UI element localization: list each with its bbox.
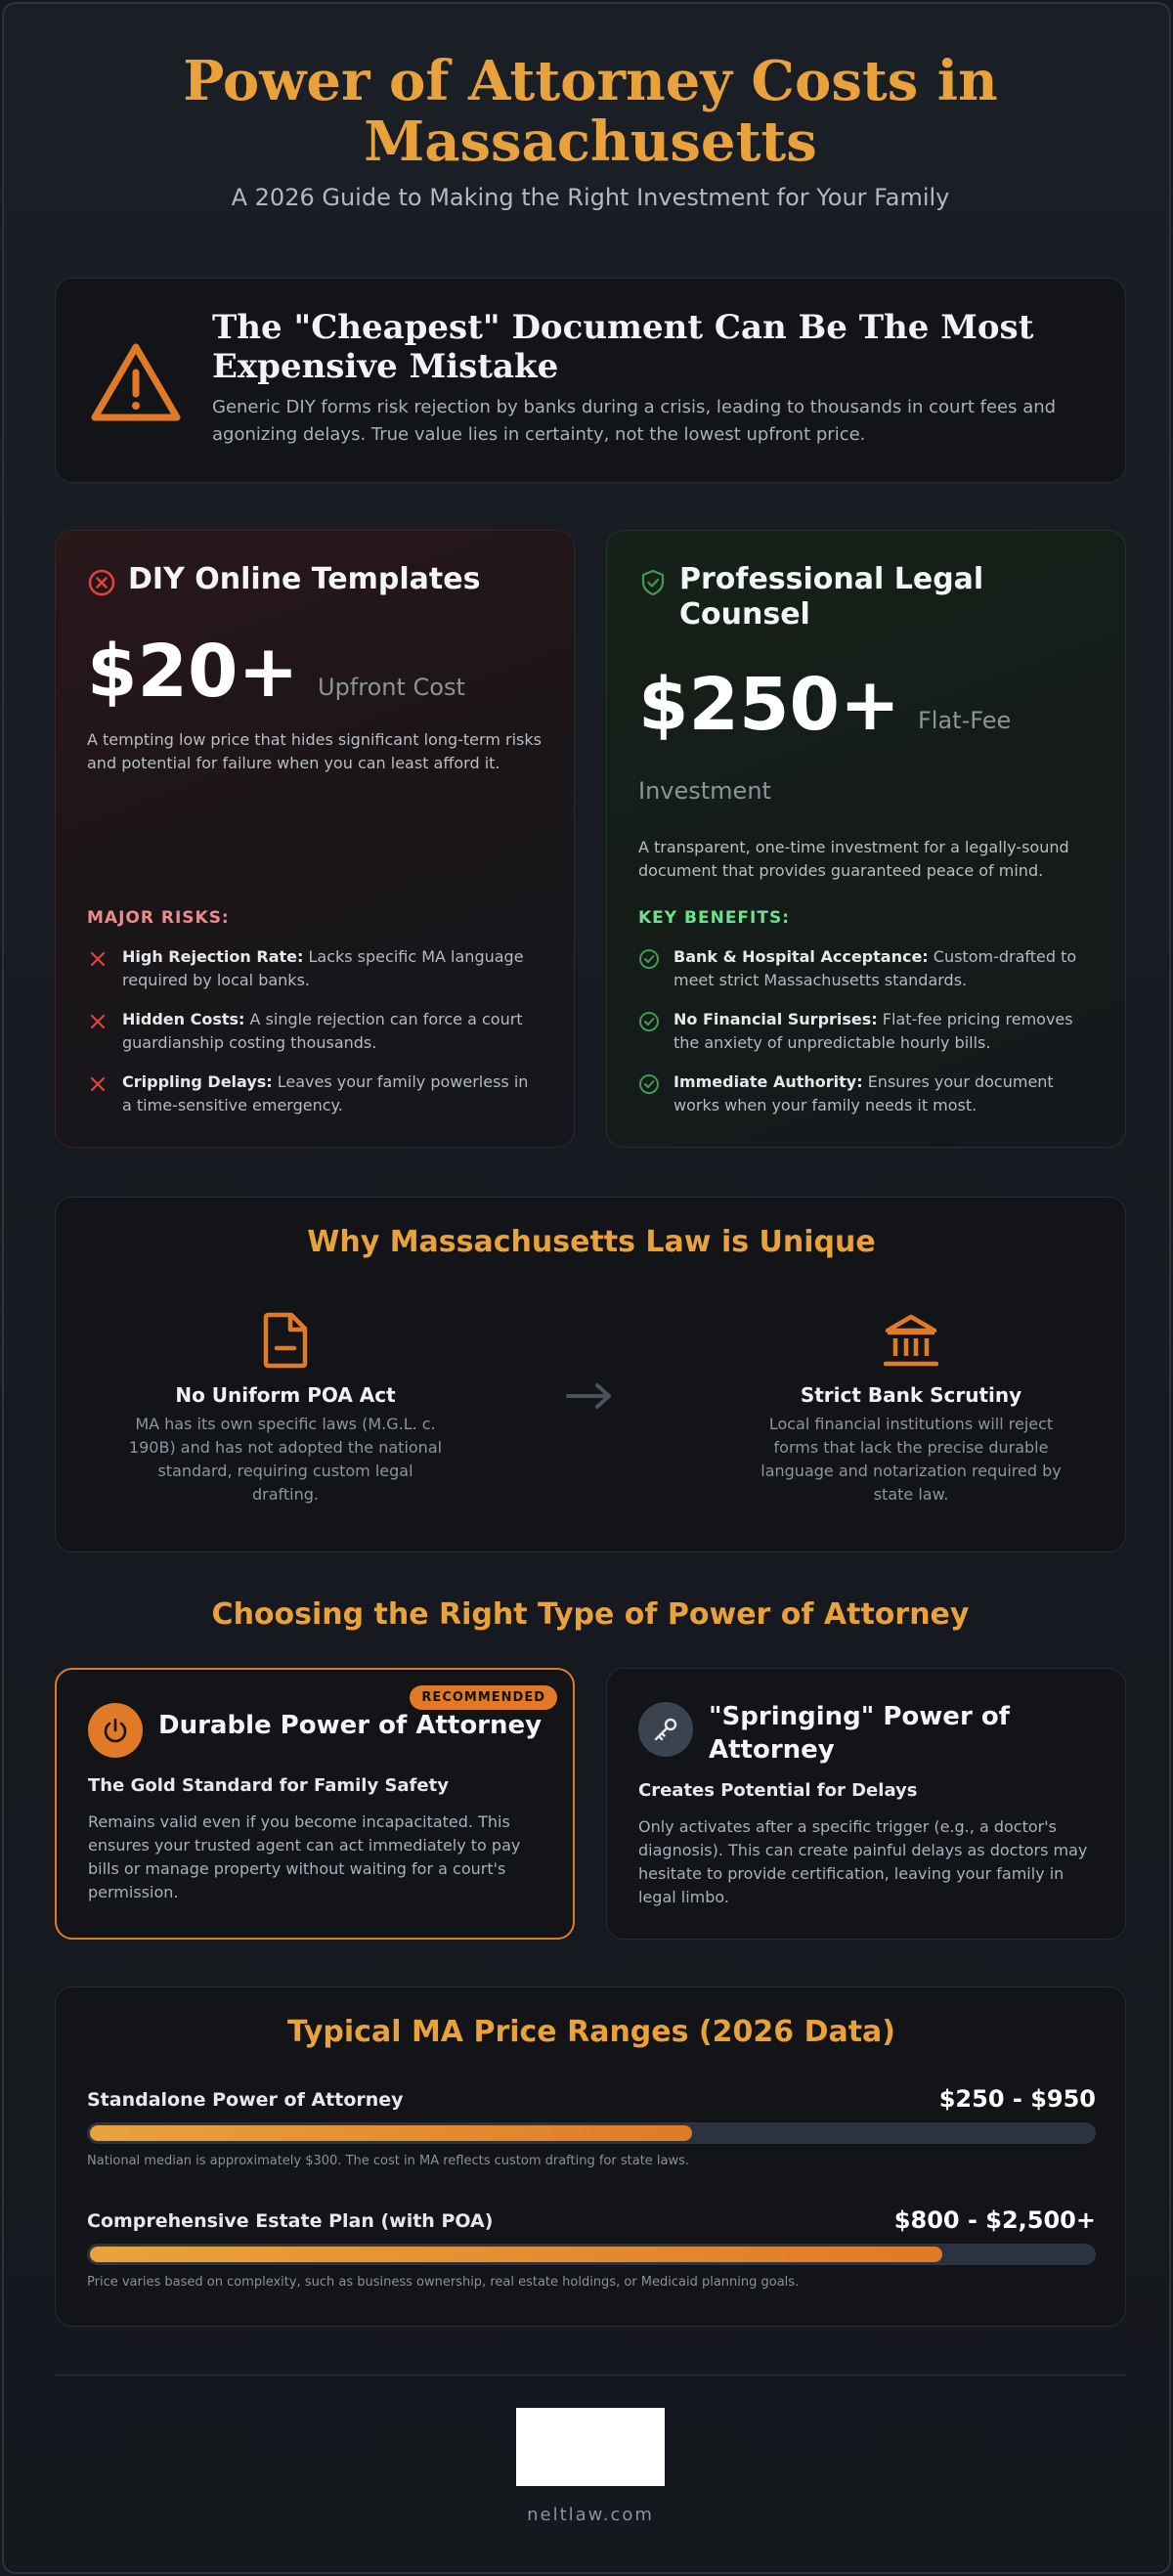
key-icon xyxy=(652,1716,679,1743)
pro-price: $250+ xyxy=(638,663,900,747)
risk-bold: Crippling Delays: xyxy=(122,1072,273,1091)
diy-section-label: MAJOR RISKS: xyxy=(87,908,230,928)
bank-icon xyxy=(882,1311,940,1370)
key-icon-wrap xyxy=(638,1702,693,1757)
diy-risk-list xyxy=(87,945,546,1133)
power-icon xyxy=(102,1717,129,1744)
warning-title: The "Cheapest" Document Can Be The Most Expensive Mistake xyxy=(212,308,1034,386)
durable-poa-card xyxy=(55,1668,575,1940)
benefit-bold: Bank & Hospital Acceptance: xyxy=(673,947,929,966)
range-label: Comprehensive Estate Plan (with POA) xyxy=(87,2210,494,2232)
why-right-heading: Strict Bank Scrutiny xyxy=(800,1383,1022,1407)
benefit-bold: Immediate Authority: xyxy=(673,1072,863,1091)
diy-description: A tempting low price that hides significant long-term risks and potential for failure when you can least afford it. xyxy=(87,730,542,772)
list-item xyxy=(87,1070,546,1133)
why-right-body: Local financial institutions will reject forms that lack the precise durable language and notarization required by state law. xyxy=(760,1415,1062,1504)
benefit-bold: No Financial Surprises: xyxy=(673,1010,878,1028)
durable-body: Remains valid even if you become incapacitated. This ensures your trusted agent can act immediately to pay bills or manage property without waiting for a court's permission. xyxy=(88,1812,521,1901)
range-note: National median is approximately $300. The cost in MA reflects custom drafting for state laws. xyxy=(87,2154,690,2168)
diy-title: DIY Online Templates xyxy=(128,562,481,596)
diy-price: $20+ xyxy=(87,630,299,714)
x-icon xyxy=(87,1011,109,1032)
warning-body: Generic DIY forms risk rejection by banks during a crisis, leading to thousands in court fees and agonizing delays. True value lies in certainty, not the lowest upfront price. xyxy=(212,397,1057,445)
springing-title: "Springing" Power of Attorney xyxy=(709,1702,1010,1765)
check-circle-icon xyxy=(638,948,660,970)
range-track xyxy=(87,2244,1096,2265)
why-title: Why Massachusetts Law is Unique xyxy=(307,1225,876,1259)
choose-title: Choosing the Right Type of Power of Attorney xyxy=(211,1597,970,1632)
why-right xyxy=(750,1311,1072,1506)
springing-subtitle: Creates Potential for Delays xyxy=(638,1780,918,1801)
ranges-title: Typical MA Price Ranges (2026 Data) xyxy=(286,2015,896,2049)
risk-text: A single rejection can force a court guardianship costing thousands. xyxy=(122,1010,523,1052)
list-item xyxy=(638,945,1098,1008)
pro-price-note: Flat-Fee xyxy=(918,707,1012,734)
pro-title: Professional Legal Counsel xyxy=(679,562,984,632)
pro-card xyxy=(606,530,1126,1148)
risk-bold: Hidden Costs: xyxy=(122,1010,245,1028)
list-item xyxy=(87,945,546,1008)
range-note: Price varies based on complexity, such as business ownership, real estate holdings, or Medicaid planning goals. xyxy=(87,2275,800,2290)
arrow-right-icon xyxy=(564,1381,619,1411)
range-value: $800 - $2,500+ xyxy=(893,2206,1096,2234)
list-item xyxy=(87,1008,546,1070)
recommended-badge: RECOMMENDED xyxy=(410,1685,557,1710)
document-icon xyxy=(258,1311,313,1370)
why-ma-card xyxy=(55,1197,1126,1552)
risk-bold: High Rejection Rate: xyxy=(122,947,304,966)
pro-section-label: KEY BENEFITS: xyxy=(638,908,791,928)
check-circle-icon xyxy=(638,1011,660,1032)
pro-price-note-2: Investment xyxy=(638,777,771,805)
springing-poa-card xyxy=(606,1668,1126,1940)
why-left xyxy=(124,1311,447,1506)
range-value: $250 - $950 xyxy=(938,2085,1096,2113)
diy-card xyxy=(55,530,575,1148)
pro-benefit-list xyxy=(638,945,1098,1133)
range-fill xyxy=(90,2125,692,2141)
price-ranges-card xyxy=(55,1987,1126,2327)
why-left-heading: No Uniform POA Act xyxy=(175,1383,396,1407)
site-link[interactable]: neltlaw.com xyxy=(527,2505,654,2525)
diy-price-note: Upfront Cost xyxy=(318,674,465,701)
warning-triangle-icon xyxy=(89,339,183,425)
page-title: Power of Attorney Costs in Massachusetts xyxy=(183,49,998,174)
x-circle-icon xyxy=(87,568,116,597)
shield-check-icon xyxy=(638,568,668,597)
pro-description: A transparent, one-time investment for a legally-sound document that provides guaranteed peace of mind. xyxy=(638,838,1069,880)
list-item xyxy=(638,1008,1098,1070)
durable-title: Durable Power of Attorney xyxy=(158,1711,543,1740)
warning-card xyxy=(55,278,1126,483)
logo xyxy=(516,2408,665,2486)
page-subtitle: A 2026 Guide to Making the Right Investment for Your Family xyxy=(231,184,950,211)
page-frame xyxy=(2,2,1171,2574)
footer-divider xyxy=(55,2375,1126,2376)
power-icon-wrap xyxy=(88,1703,143,1758)
benefit-text: Flat-fee pricing removes the anxiety of unpredictable hourly bills. xyxy=(673,1010,1073,1052)
benefit-text: Ensures your document works when your family needs it most. xyxy=(673,1072,1054,1114)
x-icon xyxy=(87,948,109,970)
why-left-body: MA has its own specific laws (M.G.L. c. 190B) and has not adopted the national standard, requiring custom legal drafting. xyxy=(128,1415,443,1504)
range-track xyxy=(87,2122,1096,2144)
risk-text: Lacks specific MA language required by local banks. xyxy=(122,947,524,989)
risk-text: Leaves your family powerless in a time-sensitive emergency. xyxy=(122,1072,529,1114)
x-icon xyxy=(87,1073,109,1095)
durable-subtitle: The Gold Standard for Family Safety xyxy=(88,1775,449,1796)
list-item xyxy=(638,1070,1098,1133)
range-fill xyxy=(90,2247,942,2262)
benefit-text: Custom-drafted to meet strict Massachusetts standards. xyxy=(673,947,1077,989)
range-label: Standalone Power of Attorney xyxy=(87,2089,404,2111)
check-circle-icon xyxy=(638,1073,660,1095)
springing-body: Only activates after a specific trigger (e.g., a doctor's diagnosis). This can create painful delays as doctors may hesitate to provide certification, leaving your family in legal limbo. xyxy=(638,1817,1088,1906)
